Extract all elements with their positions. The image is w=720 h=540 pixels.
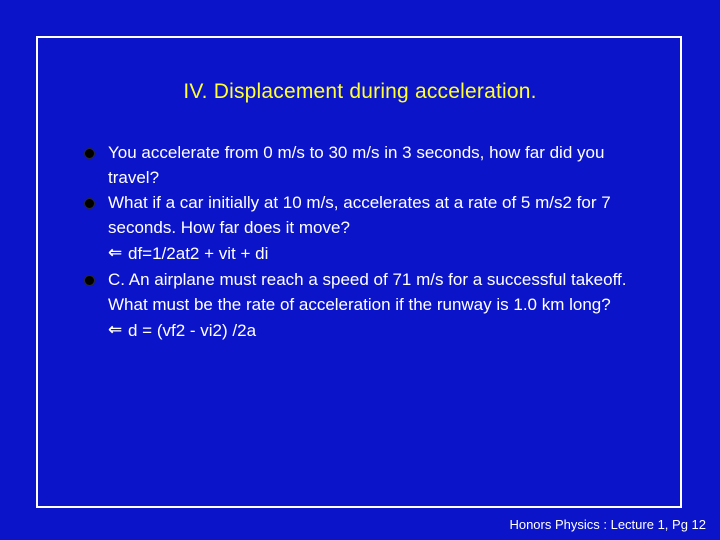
bullet-item-3 xyxy=(80,267,640,317)
bullet-dot-icon xyxy=(84,198,95,209)
bullet-item-2 xyxy=(80,190,640,240)
bullet-text: C. An airplane must reach a speed of 71 m/s for a successful takeoff. What must be the rate of acceleration if the runway is 1.0 km long? xyxy=(108,270,627,314)
left-arrow-icon: ⇐ xyxy=(108,320,123,340)
formula-line-2 xyxy=(80,318,640,343)
formula-line-1 xyxy=(80,241,640,266)
slide-footer: Honors Physics : Lecture 1, Pg 12 xyxy=(509,517,706,532)
bullet-list xyxy=(80,140,640,344)
formula-text: d = (vf2 - vi2) /2a xyxy=(128,321,257,340)
bullet-text: You accelerate from 0 m/s to 30 m/s in 3 seconds, how far did you travel? xyxy=(108,143,605,187)
bullet-item-1 xyxy=(80,140,640,190)
bullet-dot-icon xyxy=(84,275,95,286)
slide-title: IV. Displacement during acceleration. xyxy=(183,80,537,103)
bullet-text: What if a car initially at 10 m/s, accelerates at a rate of 5 m/s2 for 7 seconds. How far does it move? xyxy=(108,193,611,237)
formula-text: df=1/2at2 + vit + di xyxy=(128,244,269,263)
left-arrow-icon: ⇐ xyxy=(108,243,123,263)
bullet-dot-icon xyxy=(84,148,95,159)
